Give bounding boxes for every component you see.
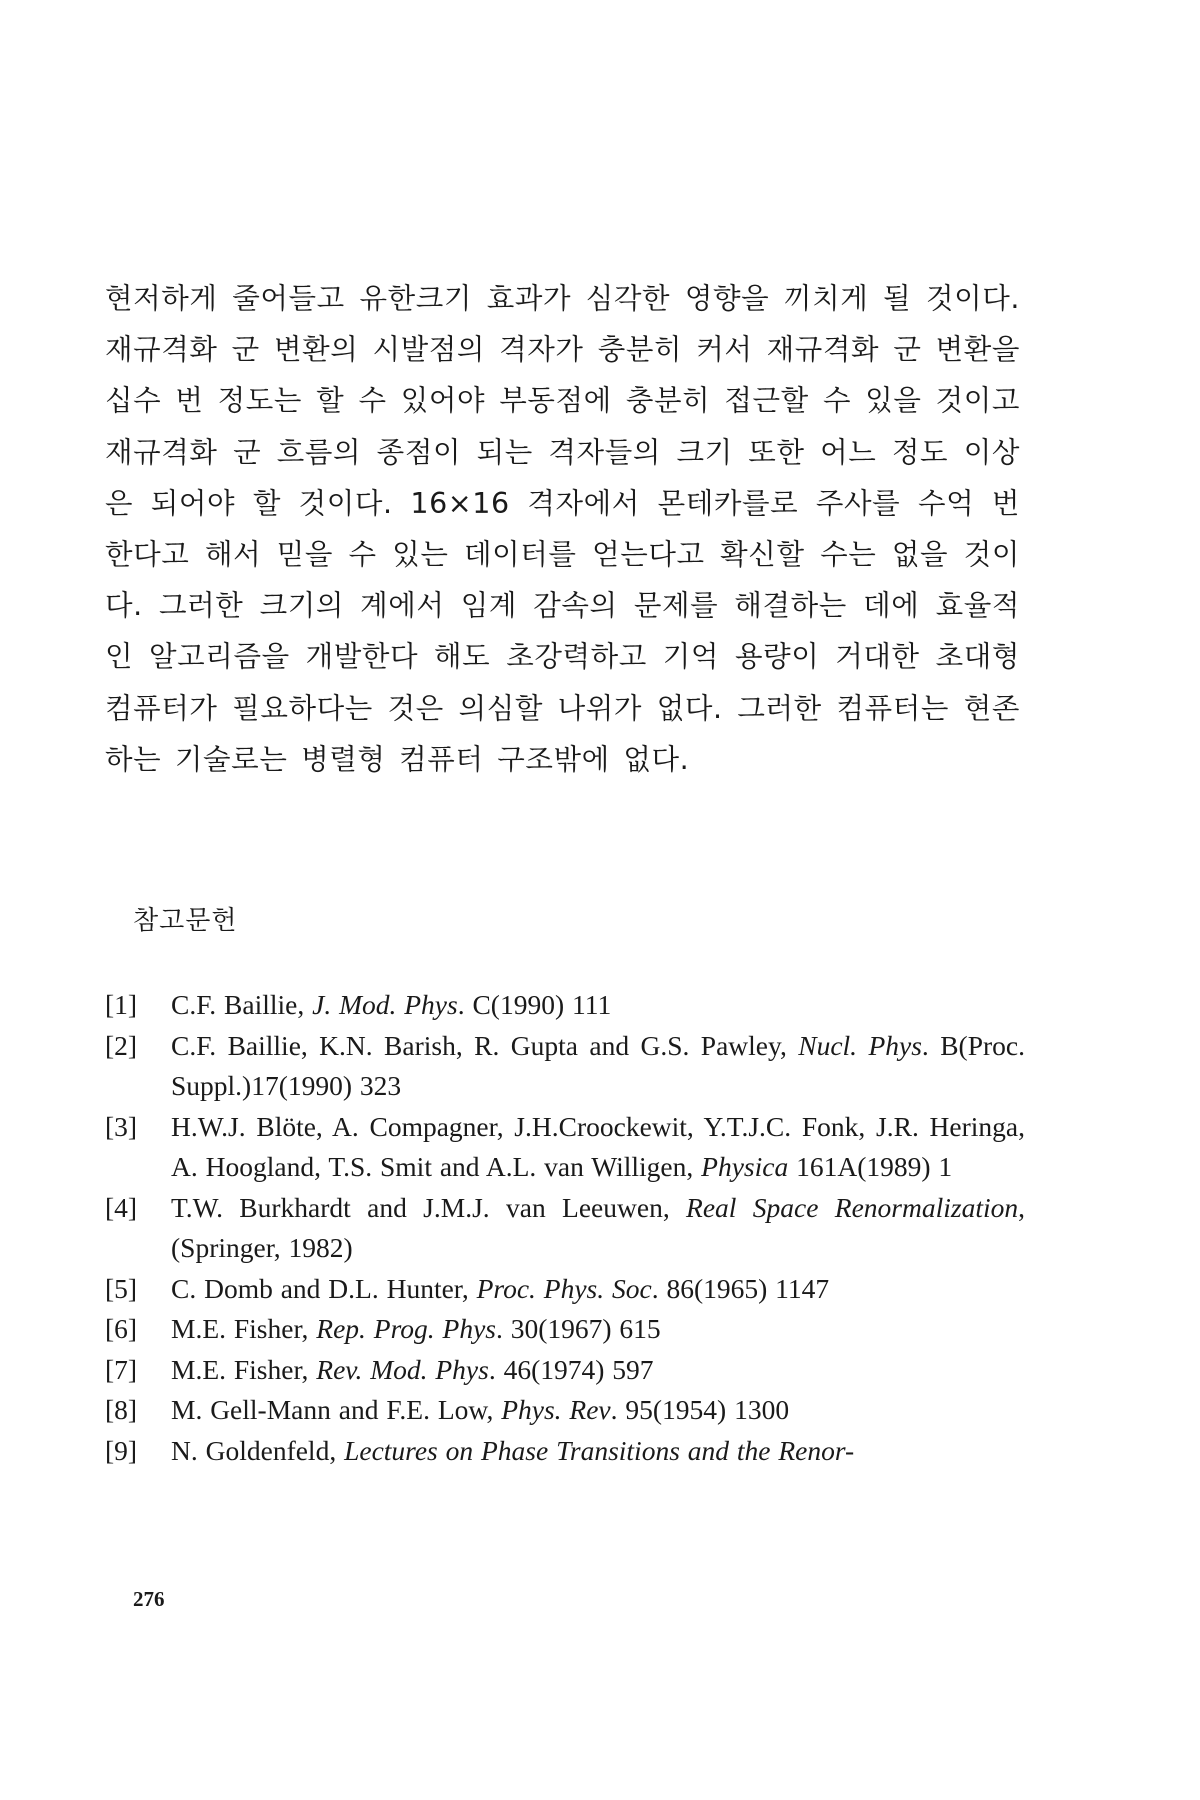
reference-number: [9] — [105, 1434, 138, 1466]
reference-text — [171, 1431, 1025, 1472]
reference-item — [105, 985, 1025, 1026]
reference-number: [5] — [105, 1272, 138, 1304]
references-heading: 참고문헌 — [133, 906, 238, 936]
reference-number: [4] — [105, 1191, 138, 1223]
reference-source-italic: Lectures on Phase Transitions and the Renor- — [344, 1434, 855, 1466]
reference-text — [171, 1350, 1025, 1391]
reference-item — [105, 1026, 1025, 1107]
page-number: 276 — [133, 1587, 165, 1611]
reference-number: [2] — [105, 1029, 138, 1061]
reference-source-italic: Physica — [701, 1151, 789, 1182]
reference-item — [105, 1431, 1025, 1472]
reference-list — [105, 985, 1025, 1471]
reference-text-segment: C.F. Baillie, — [171, 989, 313, 1020]
reference-text-segment: . B(Proc. Suppl.)17(1990) 323 — [171, 1029, 1025, 1101]
reference-text-segment: , (Springer, 1982) — [171, 1191, 1025, 1263]
reference-text — [171, 1309, 1025, 1350]
reference-item — [105, 1188, 1025, 1269]
reference-text-segment: . C(1990) 111 — [457, 989, 612, 1020]
reference-number: [7] — [105, 1353, 138, 1385]
reference-text-segment: . 46(1974) 597 — [488, 1353, 654, 1385]
reference-source-italic: Nucl. Phys — [798, 1029, 922, 1061]
reference-text-segment: N. Goldenfeld, — [171, 1434, 345, 1466]
reference-source-italic: Real Space Renormalization — [686, 1191, 1019, 1223]
reference-text — [171, 1269, 1025, 1310]
reference-text-segment: M.E. Fisher, — [171, 1313, 317, 1344]
reference-text-segment: . 86(1965) 1147 — [651, 1272, 830, 1304]
reference-item — [105, 1309, 1025, 1350]
reference-item — [105, 1350, 1025, 1391]
reference-text-segment: C.F. Baillie, K.N. Barish, R. Gupta and G.S. Pawley, — [171, 1029, 799, 1061]
reference-text-segment: 161A(1989) 1 — [788, 1151, 953, 1182]
reference-text-segment: . 95(1954) 1300 — [610, 1394, 790, 1425]
reference-text — [171, 1107, 1025, 1188]
reference-text-segment: H.W.J. Blöte, A. Compagner, J.H.Croockewit, Y.T.J.C. Fonk, J.R. Heringa, A. Hoogland, T.S. Smit and A.L. van Willigen, — [171, 1110, 1025, 1182]
reference-item — [105, 1107, 1025, 1188]
reference-text-segment: T.W. Burkhardt and J.M.J. van Leeuwen, — [171, 1191, 687, 1223]
reference-source-italic: Rep. Prog. Phys — [316, 1313, 496, 1344]
reference-item — [105, 1390, 1025, 1431]
reference-text — [171, 1188, 1025, 1269]
reference-text — [171, 1390, 1025, 1431]
reference-source-italic: Phys. Rev — [501, 1394, 611, 1425]
reference-number: [1] — [105, 989, 138, 1020]
reference-text — [171, 985, 1025, 1026]
reference-source-italic: J. Mod. Phys — [312, 989, 458, 1020]
reference-text-segment: M.E. Fisher, — [171, 1353, 317, 1385]
reference-source-italic: Rev. Mod. Phys — [316, 1353, 489, 1385]
reference-item — [105, 1269, 1025, 1310]
reference-text-segment: C. Domb and D.L. Hunter, — [171, 1272, 477, 1304]
reference-number: [3] — [105, 1110, 138, 1142]
body-paragraph: 현저하게 줄어들고 유한크기 효과가 심각한 영향을 끼치게 될 것이다. 재규격화 군 변환의 시발점의 격자가 충분히 커서 재규격화 군 변환을 십수 번 정도는 할 수 있어야 부동점에 충분히 접근할 수 있을 것이고 재규격화 군 흐름의 종점이 되는 격자들의 크기 또한 어느 정도 이상은 되어야 할 것이다. 16×16 격자에서 몬테카를로 주사를 수억 번 한다고 해서 믿을 수 있는 데이터를 얻는다고 확신할 수는 없을 것이다. 그러한 크기의 계에서 임계 감속의 문제를 해결하는 데에 효율적인 알고리즘을 개발한다 해도 초강력하고 기억 용량이 거대한 초대형 컴퓨터가 필요하다는 것은 의심할 나위가 없다. 그러한 컴퓨터는 현존하는 기술로는 병렬형 컴퓨터 구조밖에 없다. — [105, 282, 1020, 776]
reference-text — [171, 1026, 1025, 1107]
reference-source-italic: Proc. Phys. Soc — [476, 1272, 652, 1304]
reference-text-segment: M. Gell-Mann and F.E. Low, — [171, 1394, 502, 1425]
reference-text-segment: . 30(1967) 615 — [495, 1313, 661, 1344]
reference-number: [6] — [105, 1313, 138, 1344]
reference-number: [8] — [105, 1394, 138, 1425]
